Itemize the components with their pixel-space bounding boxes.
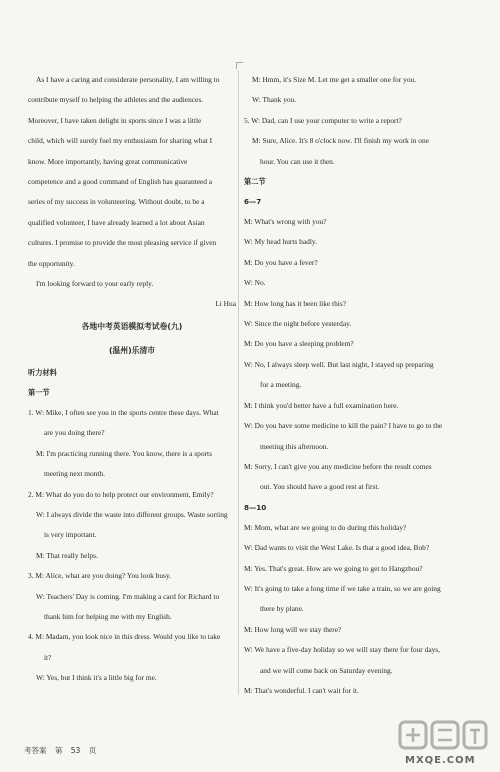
watermark-text: MXQE.COM xyxy=(405,755,476,766)
dialog-line: W: Do you have some medicine to kill the pain? I have to go to the xyxy=(244,421,443,431)
letter-line: As I have a caring and considerate personality, I am willing to xyxy=(36,75,220,84)
footer-prefix: 考答案 xyxy=(24,746,47,755)
page-footer xyxy=(24,745,102,756)
left-column xyxy=(28,70,236,689)
dialog-line: M: How long has it been like this? xyxy=(244,298,347,308)
dialog-line: M: Do you have a sleeping problem? xyxy=(244,339,354,349)
dialog-line: W: Yes, but I think it's a little big for me. xyxy=(36,673,157,683)
dialog-line: W: My head hurts badly. xyxy=(244,237,317,247)
corner-crop-mark xyxy=(236,62,243,69)
dialog-line: W: Teachers' Day is coming. I'm making a card for Richard to xyxy=(36,591,220,601)
dialog-line: W: It's going to take a long time if we take a train, so we are going xyxy=(244,583,441,593)
dialog-line: W: I always divide the waste into different groups. Waste sorting xyxy=(36,509,228,519)
letter-line: series of my success in volunteering. Without doubt, to be a xyxy=(28,197,205,207)
letter-line: know. More importantly, having great communicative xyxy=(28,156,188,166)
letter-line: child, which will surely fuel my enthusiasm for sharing what I xyxy=(28,136,213,146)
dialog-line: M: Hmm, it's Size M. Let me get a smaller one for you. xyxy=(252,75,417,84)
dialog-line: W: No. xyxy=(244,278,266,288)
dialog-line: M: Do you have a fever? xyxy=(244,257,318,267)
section-heading: 6—7 xyxy=(244,197,262,207)
section-listening-heading: 听力材料 xyxy=(28,367,57,377)
dialog-line: W: Since the night before yesterday. xyxy=(244,319,352,329)
footer-page-suffix: 页 xyxy=(88,746,97,755)
dialog-line: for a meeting. xyxy=(260,380,302,390)
letter-line: qualified volunteer, I have already learned a lot about Asian xyxy=(28,217,205,227)
dialog-line: meeting next month. xyxy=(44,469,105,479)
letter-line: competence and a good command of English has guaranteed a xyxy=(28,177,213,187)
letter-signature: Li Hua xyxy=(215,299,236,309)
dialog-line: M: I'm practicing running there. You know, there is a sports xyxy=(36,448,212,458)
letter-body xyxy=(28,70,236,274)
dialog-line: 4. M: Madam, you look nice in this dress. Would you like to take xyxy=(28,632,221,642)
letter-closing: I'm looking forward to your early reply. xyxy=(36,279,154,289)
exam-location: (温州)乐清市 xyxy=(108,345,156,355)
dialog-line: M: That's wonderful. I can't wait for it. xyxy=(244,685,359,695)
letter-line: contribute myself to helping the athletes and the audiences. xyxy=(28,95,204,105)
dialog-list-right xyxy=(244,70,472,701)
dialog-line: M: That really helps. xyxy=(36,550,98,560)
right-column xyxy=(244,70,472,701)
exam-title: 各地中考英语模拟考试卷(九) xyxy=(81,321,183,331)
dialog-line: are you doing there? xyxy=(44,428,105,438)
dialog-line: it? xyxy=(44,652,52,662)
dialog-line: thank him for helping me with my English. xyxy=(44,611,172,621)
dialog-line: and we will come back on Saturday evening. xyxy=(260,665,393,675)
dialog-line: out. You should have a good rest at first. xyxy=(260,482,380,492)
dialog-line: M: Mom, what are we going to do during this holiday? xyxy=(244,522,407,532)
section-one-heading: 第一节 xyxy=(28,387,50,397)
dialog-line: is very important. xyxy=(44,530,97,540)
dialog-list-left xyxy=(28,403,236,689)
dialog-line: M: What's wrong with you? xyxy=(244,217,327,227)
dialog-line: there by plane. xyxy=(260,604,304,614)
dialog-line: M: Sorry, I can't give you any medicine before the result comes xyxy=(244,461,432,471)
dialog-line: 2. M: What do you do to help protect our environment, Emily? xyxy=(28,489,214,499)
footer-page-number: 53 xyxy=(70,746,81,755)
dialog-line: M: I think you'd better have a full examination here. xyxy=(244,400,399,410)
dialog-line: M: Sure, Alice. It's 8 o'clock now. I'll finish my work in one xyxy=(252,136,429,146)
section-heading: 第二节 xyxy=(244,177,266,187)
dialog-line: W: Thank you. xyxy=(252,95,297,105)
letter-line: cultures. I promise to provide the most pleasing service if given xyxy=(28,238,217,248)
letter-line: Moreover, I have taken delight in sports since I was a little xyxy=(28,115,202,125)
footer-page-label: 第 xyxy=(54,746,63,755)
letter-line: the opportunity. xyxy=(28,258,75,268)
dialog-line: W: We have a five-day holiday so we will stay there for four days, xyxy=(244,645,441,655)
dialog-line: hour. You can use it then. xyxy=(260,156,335,166)
column-divider xyxy=(238,70,239,695)
dialog-line: M: Yes. That's great. How are we going to get to Hangzhou? xyxy=(244,563,423,573)
section-heading: 8—10 xyxy=(244,502,267,512)
dialog-line: 5. W: Dad, can I use your computer to write a report? xyxy=(244,115,402,125)
dialog-line: 3. M: Alice, what are you doing? You look busy. xyxy=(28,571,172,581)
dialog-line: W: Dad wants to visit the West Lake. Is that a good idea, Bob? xyxy=(244,543,430,553)
dialog-line: W: No, I always sleep well. But last night, I stayed up preparing xyxy=(244,359,434,369)
dialog-line: meeting this afternoon. xyxy=(260,441,329,451)
dialog-line: M: How long will we stay there? xyxy=(244,624,342,634)
dialog-line: 1. W: Mike, I often see you in the sports centre these days. What xyxy=(28,407,219,417)
